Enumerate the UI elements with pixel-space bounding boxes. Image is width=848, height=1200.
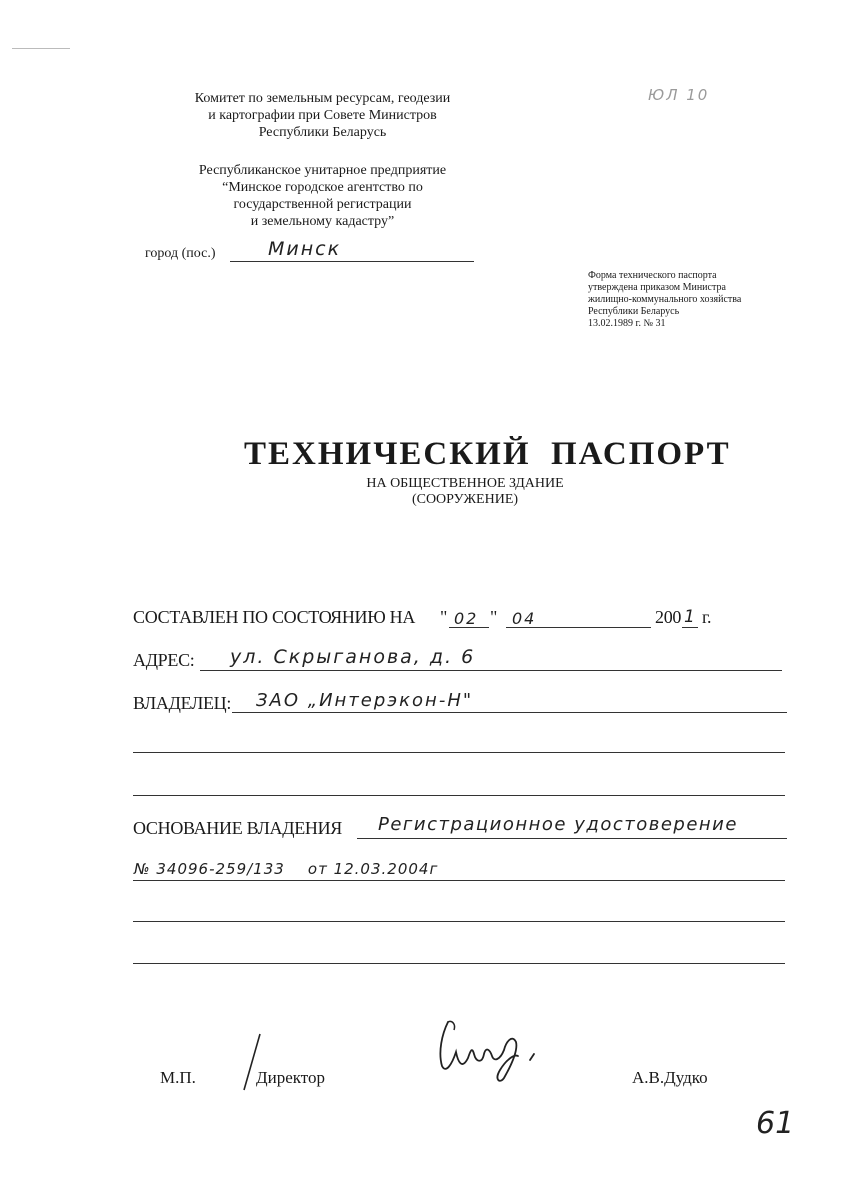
form-note-line-3: жилищно-коммунального хозяйства: [588, 294, 742, 305]
committee-line-1: Комитет по земельным ресурсам, геодезии: [194, 91, 451, 106]
subtitle-line-1: НА ОБЩЕСТВЕННОЕ ЗДАНИЕ: [366, 476, 564, 491]
compiled-month: 04: [512, 609, 537, 628]
ownership-basis-line-2: [133, 880, 785, 881]
form-note-line-1: Форма технического паспорта: [588, 270, 717, 281]
compiled-quote-close: ": [490, 607, 498, 627]
blank-line-2: [133, 795, 785, 796]
compiled-year-prefix: 200: [655, 607, 682, 627]
document-title: ТЕХНИЧЕСКИЙ ПАСПОРТ: [244, 436, 731, 472]
document-subtitle: [300, 476, 630, 508]
owner-underline: [232, 712, 787, 713]
form-note-line-4: Республики Беларусь: [588, 306, 680, 317]
enterprise-line-3: государственной регистрации: [233, 197, 412, 212]
director-name: А.В.Дудко: [632, 1068, 708, 1087]
corner-mark: ЮЛ 10: [648, 86, 710, 104]
blank-line-3: [133, 921, 785, 922]
blank-line-1: [133, 752, 785, 753]
city-underline: [230, 261, 474, 262]
form-note: [588, 270, 788, 330]
enterprise-header: [150, 162, 495, 230]
enterprise-line-4: и земельному кадастру”: [250, 214, 395, 229]
ownership-basis-underline: [357, 838, 787, 839]
director-signature: [430, 1012, 555, 1088]
address-label: АДРЕС:: [133, 650, 195, 670]
compiled-quote-open: ": [440, 607, 448, 627]
committee-line-2: и картографии при Совете Министров: [208, 108, 437, 123]
compiled-label: СОСТАВЛЕН ПО СОСТОЯНИЮ НА: [133, 607, 416, 627]
committee-line-3: Республики Беларусь: [258, 125, 387, 140]
ownership-basis-label: ОСНОВАНИЕ ВЛАДЕНИЯ: [133, 818, 342, 838]
city-value: Минск: [268, 238, 342, 260]
compiled-year-line: [682, 627, 698, 628]
stamp-label: М.П.: [160, 1068, 196, 1087]
enterprise-line-1: Республиканское унитарное предприятие: [198, 163, 447, 178]
scan-mark: [12, 48, 70, 49]
subtitle-line-2: (СООРУЖЕНИЕ): [411, 492, 519, 507]
owner-value: ЗАО „Интерэкон-Н": [256, 690, 474, 711]
owner-label: ВЛАДЕЛЕЦ:: [133, 693, 232, 713]
compiled-year-digit: 1: [684, 607, 697, 627]
form-note-line-2: утверждена приказом Министра: [588, 282, 726, 293]
enterprise-line-2: “Минское городское агентство по: [222, 180, 423, 195]
blank-line-4: [133, 963, 785, 964]
page-number: 61: [756, 1106, 795, 1141]
city-label: город (пос.): [145, 246, 216, 261]
ownership-basis-value: Регистрационное удостоверение: [378, 814, 738, 835]
director-label: Директор: [256, 1068, 325, 1087]
address-underline: [200, 670, 782, 671]
compiled-year-suffix: г.: [702, 607, 712, 627]
address-value: ул. Скрыганова, д. 6: [230, 646, 476, 668]
committee-header: [150, 90, 495, 141]
ownership-basis-value-2: № 34096-259/133 от 12.03.2004г: [134, 860, 439, 878]
compiled-day: 02: [454, 609, 479, 628]
form-note-line-5: 13.02.1989 г. № 31: [588, 318, 666, 329]
